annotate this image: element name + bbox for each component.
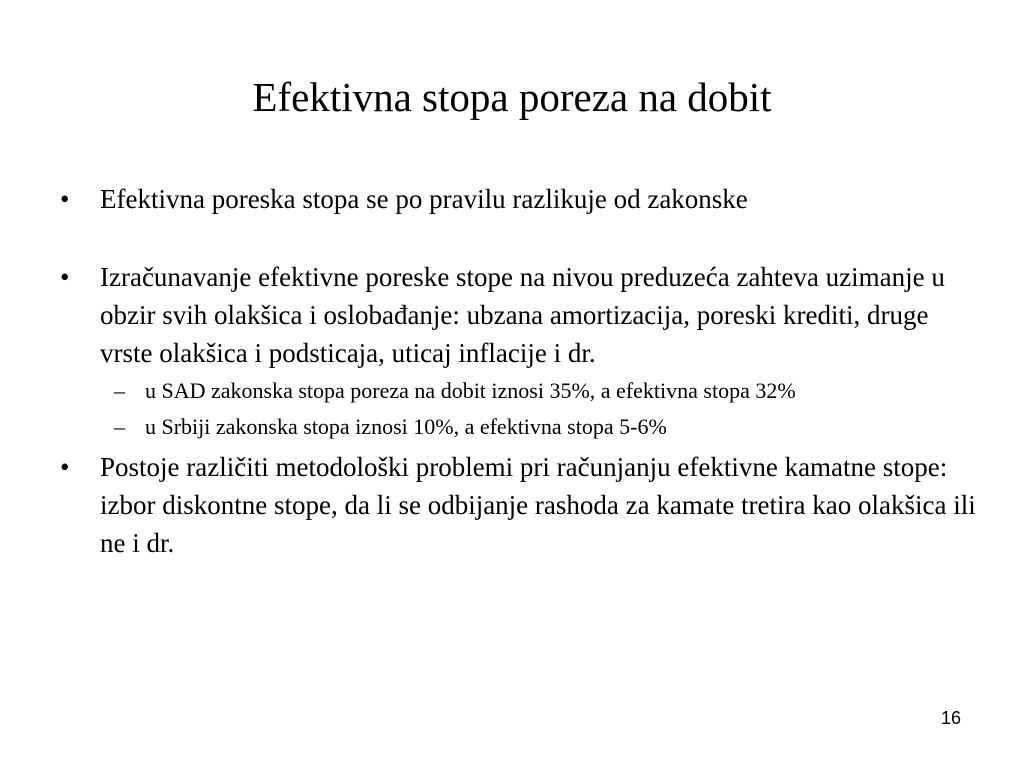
bullet-item [60, 258, 980, 442]
page-number: 16 [940, 708, 961, 728]
subbullet-text: u Srbiji zakonska stopa iznosi 10%, a efektivna stopa 5-6% [145, 414, 667, 439]
bullet-marker: • [60, 184, 70, 214]
subbullet-marker: – [114, 378, 125, 403]
slide-title: Efektivna stopa poreza na dobit [252, 74, 772, 120]
bullet-item [60, 180, 980, 218]
bullet-text: Efektivna poreska stopa se po pravilu razlikuje od zakonske [100, 184, 748, 214]
bullet-text: Postoje različiti metodološki problemi pri računjanju efektivne kamatne stope: izbor diskontne stope, da li se odbijanje rashoda za kamate tretira kao olakšica ili ne i dr. [100, 452, 976, 558]
bullet-item [60, 448, 980, 562]
subbullet-text: u SAD zakonska stopa poreza na dobit iznosi 35%, a efektivna stopa 32% [145, 378, 796, 403]
subbullet-item [100, 412, 945, 442]
subbullet-marker: – [114, 414, 125, 439]
bullet-marker: • [60, 262, 70, 292]
subbullet-list [100, 376, 980, 442]
bullet-marker: • [60, 452, 70, 482]
bullet-text: Izračunavanje efektivne poreske stope na nivou preduzeća zahteva uzimanje u obzir svih olakšica i oslobađanje: ubzana amortizacija, poreski krediti, druge vrste olakšica i podsticaja, uticaj inflacije i dr. [100, 262, 945, 368]
subbullet-item [100, 376, 945, 406]
bullet-list [60, 180, 980, 562]
